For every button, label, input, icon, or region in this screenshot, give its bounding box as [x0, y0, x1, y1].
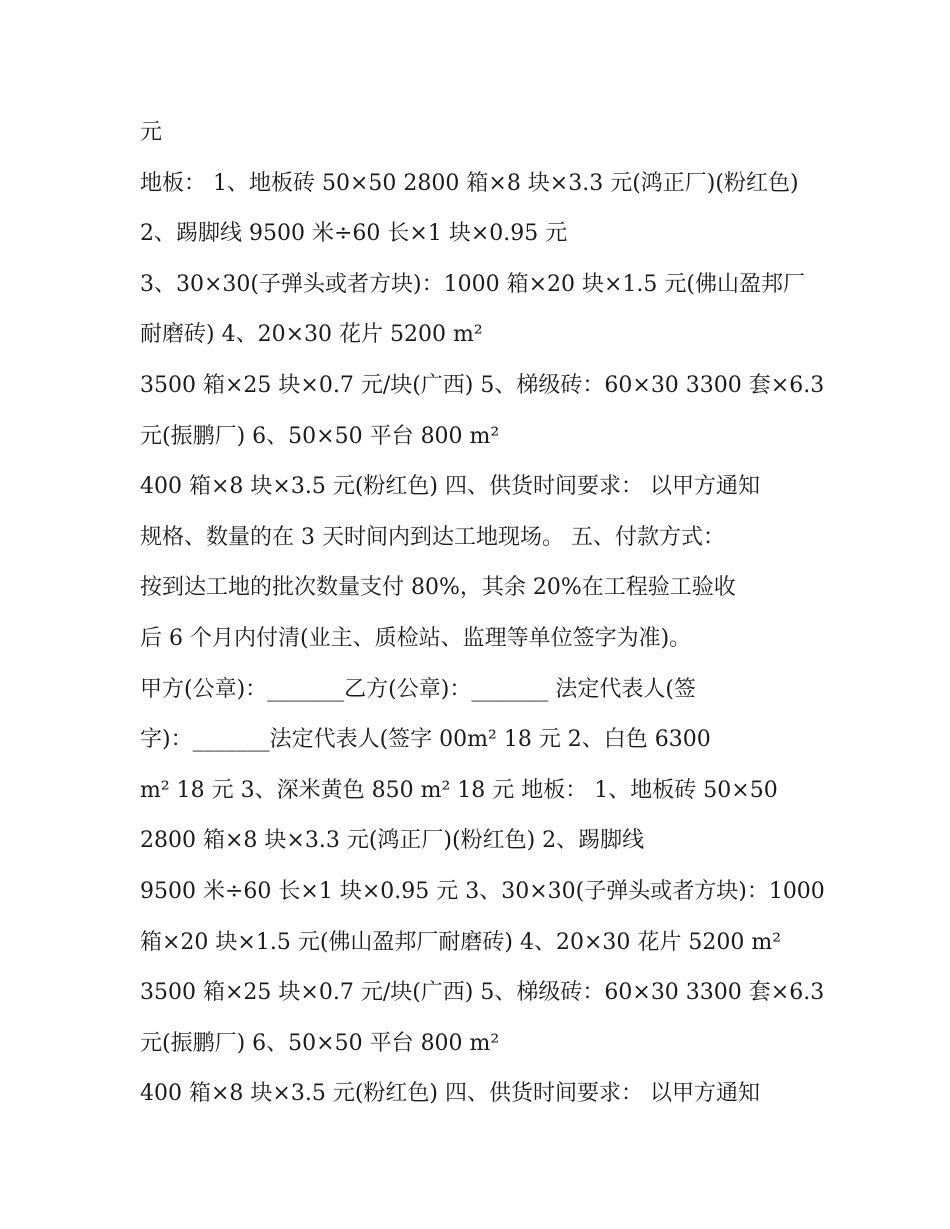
text-line: 2、踢脚线 9500 米÷60 长×1 块×0.95 元 — [140, 221, 568, 247]
text-line: 3、30×30(子弹头或者方块)：1000 箱×20 块×1.5 元(佛山盈邦厂 — [140, 271, 805, 297]
document-body — [140, 108, 825, 1120]
text-line: 元(振鹏厂) 6、50×50 平台 800 m² — [140, 1030, 500, 1056]
text-line: 耐磨砖) 4、20×30 花片 5200 m² — [140, 322, 483, 348]
text-line: 9500 米÷60 长×1 块×0.95 元 3、30×30(子弹头或者方块)：1000 — [140, 878, 825, 904]
text-line: 甲方(公章)：_______乙方(公章)：_______ 法定代表人(签 — [140, 676, 696, 702]
text-line: 箱×20 块×1.5 元(佛山盈邦厂耐磨砖) 4、20×30 花片 5200 m² — [140, 929, 782, 955]
text-line: 元(振鹏厂) 6、50×50 平台 800 m² — [140, 423, 500, 449]
text-line: 2800 箱×8 块×3.3 元(鸿正厂)(粉红色) 2、踢脚线 — [140, 828, 645, 854]
text-line: 后 6 个月内付清(业主、质检站、监理等单位签字为准)。 — [140, 625, 692, 651]
text-line: 400 箱×8 块×3.5 元(粉红色) 四、供货时间要求： 以甲方通知 — [140, 1081, 760, 1107]
text-line: m² 18 元 3、深米黄色 850 m² 18 元 地板： 1、地板砖 50×50 — [140, 777, 778, 803]
text-line: 按到达工地的批次数量支付 80%，其余 20%在工程验工验收 — [140, 575, 736, 601]
text-line: 400 箱×8 块×3.5 元(粉红色) 四、供货时间要求： 以甲方通知 — [140, 474, 760, 500]
text-line: 元 — [140, 120, 163, 145]
text-line: 字)：_______法定代表人(签字 00m² 18 元 2、白色 6300 — [140, 727, 711, 753]
text-line: 3500 箱×25 块×0.7 元/块(广西) 5、梯级砖：60×30 3300 套×6.3 — [140, 980, 825, 1006]
text-line: 3500 箱×25 块×0.7 元/块(广西) 5、梯级砖：60×30 3300 套×6.3 — [140, 372, 825, 398]
text-line: 规格、数量的在 3 天时间内到达工地现场。 五、付款方式： — [140, 524, 725, 550]
text-line: 地板： 1、地板砖 50×50 2800 箱×8 块×3.3 元(鸿正厂)(粉红色) — [140, 170, 799, 196]
